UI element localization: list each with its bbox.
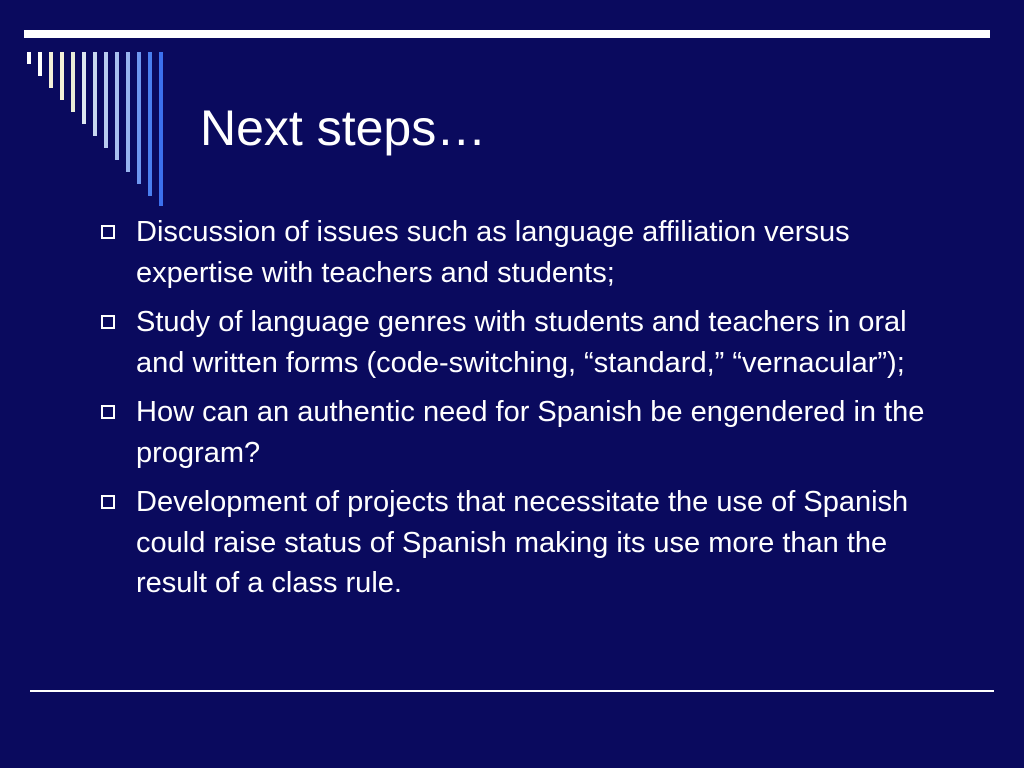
- decor-stripe: [115, 52, 119, 160]
- hollow-square-icon: [101, 315, 115, 329]
- decor-stripe: [159, 52, 163, 206]
- decor-stripe: [104, 52, 108, 148]
- hollow-square-icon: [101, 405, 115, 419]
- bullet-text: Study of language genres with students and teachers in oral and written forms (code-switching, “standard,” “vernacular”);: [136, 306, 907, 379]
- top-rule-divider: [24, 30, 990, 38]
- decor-stripe: [126, 52, 130, 172]
- bullet-item: [98, 392, 958, 473]
- slide-title: Next steps…: [200, 100, 487, 156]
- decor-stripe: [27, 52, 31, 64]
- bullet-item: [98, 482, 958, 604]
- bullet-item: [98, 302, 958, 383]
- decor-stripe: [82, 52, 86, 124]
- hollow-square-icon: [101, 495, 115, 509]
- bullet-item: [98, 212, 958, 293]
- hollow-square-icon: [101, 225, 115, 239]
- decor-stripe: [148, 52, 152, 196]
- decor-stripe: [71, 52, 75, 112]
- bullet-list: [98, 212, 958, 613]
- bullet-text: Discussion of issues such as language affiliation versus expertise with teachers and students;: [136, 216, 850, 289]
- bullet-text: Development of projects that necessitate the use of Spanish could raise status of Spanish making its use more than the result of a class rule.: [136, 486, 909, 599]
- bullet-text: How can an authentic need for Spanish be engendered in the program?: [136, 396, 925, 469]
- bottom-rule-divider: [30, 690, 994, 692]
- decor-stripe: [49, 52, 53, 88]
- decor-stripe: [93, 52, 97, 136]
- decor-stripe: [137, 52, 141, 184]
- decor-stripe: [60, 52, 64, 100]
- decor-stripe: [38, 52, 42, 76]
